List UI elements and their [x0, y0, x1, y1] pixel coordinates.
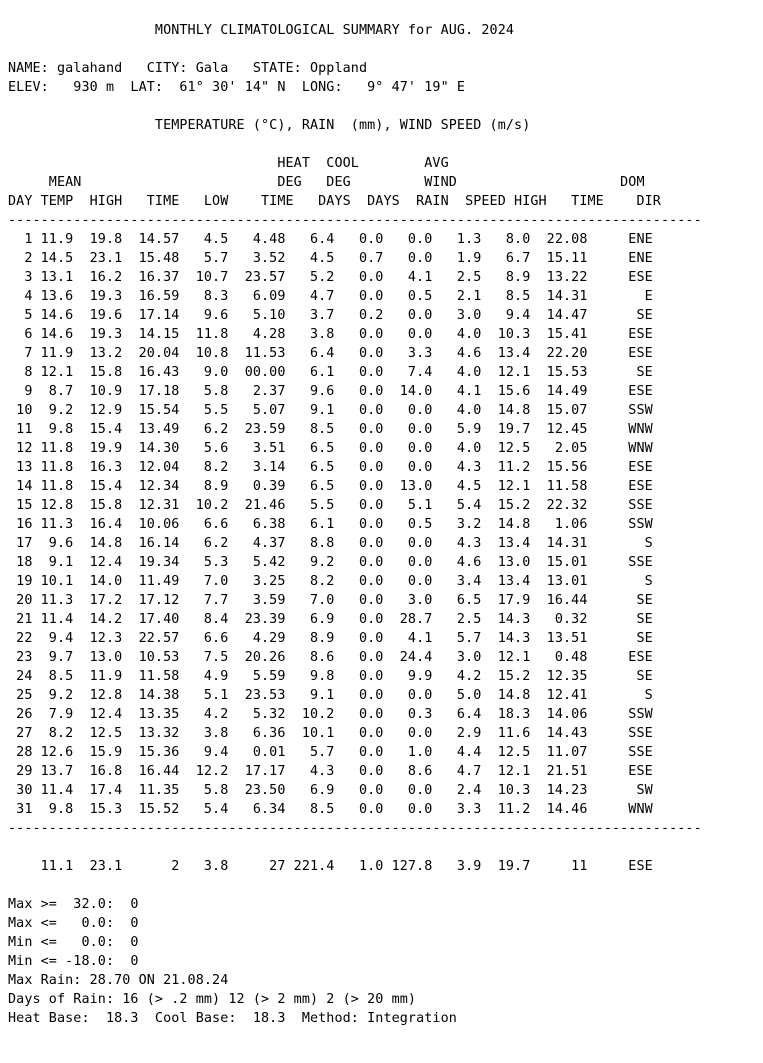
station-elev-line: ELEV: 930 m LAT: 61° 30' 14" N LONG: 9° 47' 19" E: [8, 80, 466, 95]
table-row: 5 14.6 19.6 17.14 9.6 5.10 3.7 0.2 0.0 3.0 9.4 14.47 SE: [8, 308, 653, 323]
summary-line: Days of Rain: 16 (> .2 mm) 12 (> 2 mm) 2 (> 20 mm): [8, 992, 417, 1007]
totals-row: 11.1 23.1 2 3.8 27 221.4 1.0 127.8 3.9 19.7 11 ESE: [8, 859, 653, 874]
separator-top: -------------------------------------------------------------------------------------: [8, 213, 702, 228]
table-row: 10 9.2 12.9 15.54 5.5 5.07 9.1 0.0 0.0 4.0 14.8 15.07 SSW: [8, 403, 653, 418]
table-row: 11 9.8 15.4 13.49 6.2 23.59 8.5 0.0 0.0 5.9 19.7 12.45 WNW: [8, 422, 653, 437]
station-name-line: NAME: galahand CITY: Gala STATE: Oppland: [8, 61, 368, 76]
table-row: 21 11.4 14.2 17.40 8.4 23.39 6.9 0.0 28.7 2.5 14.3 0.32 SE: [8, 612, 653, 627]
table-row: 2 14.5 23.1 15.48 5.7 3.52 4.5 0.7 0.0 1.9 6.7 15.11 ENE: [8, 251, 653, 266]
table-row: 15 12.8 15.8 12.31 10.2 21.46 5.5 0.0 5.1 5.4 15.2 22.32 SSE: [8, 498, 653, 513]
header-line-3: DAY TEMP HIGH TIME LOW TIME DAYS DAYS RAIN SPEED HIGH TIME DIR: [8, 194, 661, 209]
table-row: 4 13.6 19.3 16.59 8.3 6.09 4.7 0.0 0.5 2.1 8.5 14.31 E: [8, 289, 653, 304]
table-row: 8 12.1 15.8 16.43 9.0 00.00 6.1 0.0 7.4 4.0 12.1 15.53 SE: [8, 365, 653, 380]
summary-line: Max <= 0.0: 0: [8, 916, 139, 931]
header-line-2: MEAN DEG DEG WIND DOM: [8, 175, 645, 190]
blank-line: [8, 97, 702, 116]
table-row: 29 13.7 16.8 16.44 12.2 17.17 4.3 0.0 8.6 4.7 12.1 21.51 ESE: [8, 764, 653, 779]
table-row: 31 9.8 15.3 15.52 5.4 6.34 8.5 0.0 0.0 3.3 11.2 14.46 WNW: [8, 802, 653, 817]
climatological-report: [8, 21, 702, 1028]
summary-line: Min <= -18.0: 0: [8, 954, 139, 969]
summary-line: Min <= 0.0: 0: [8, 935, 139, 950]
table-row: 30 11.4 17.4 11.35 5.8 23.50 6.9 0.0 0.0 2.4 10.3 14.23 SW: [8, 783, 653, 798]
table-row: 14 11.8 15.4 12.34 8.9 0.39 6.5 0.0 13.0 4.5 12.1 11.58 ESE: [8, 479, 653, 494]
separator-bottom: -------------------------------------------------------------------------------------: [8, 821, 702, 836]
header-line-1: HEAT COOL AVG: [8, 156, 449, 171]
summary-line: Max >= 32.0: 0: [8, 897, 139, 912]
table-row: 16 11.3 16.4 10.06 6.6 6.38 6.1 0.0 0.5 3.2 14.8 1.06 SSW: [8, 517, 653, 532]
blank-line: [8, 838, 702, 857]
table-row: 9 8.7 10.9 17.18 5.8 2.37 9.6 0.0 14.0 4.1 15.6 14.49 ESE: [8, 384, 653, 399]
summary-line: Heat Base: 18.3 Cool Base: 18.3 Method: Integration: [8, 1011, 457, 1026]
table-row: 18 9.1 12.4 19.34 5.3 5.42 9.2 0.0 0.0 4.6 13.0 15.01 SSE: [8, 555, 653, 570]
table-row: 20 11.3 17.2 17.12 7.7 3.59 7.0 0.0 3.0 6.5 17.9 16.44 SE: [8, 593, 653, 608]
table-row: 24 8.5 11.9 11.58 4.9 5.59 9.8 0.0 9.9 4.2 15.2 12.35 SE: [8, 669, 653, 684]
report-title: MONTHLY CLIMATOLOGICAL SUMMARY for AUG. 2024: [8, 23, 515, 38]
table-row: 17 9.6 14.8 16.14 6.2 4.37 8.8 0.0 0.0 4.3 13.4 14.31 S: [8, 536, 653, 551]
table-row: 13 11.8 16.3 12.04 8.2 3.14 6.5 0.0 0.0 4.3 11.2 15.56 ESE: [8, 460, 653, 475]
table-row: 23 9.7 13.0 10.53 7.5 20.26 8.6 0.0 24.4 3.0 12.1 0.48 ESE: [8, 650, 653, 665]
blank-line: [8, 135, 702, 154]
table-row: 26 7.9 12.4 13.35 4.2 5.32 10.2 0.0 0.3 6.4 18.3 14.06 SSW: [8, 707, 653, 722]
table-row: 7 11.9 13.2 20.04 10.8 11.53 6.4 0.0 3.3 4.6 13.4 22.20 ESE: [8, 346, 653, 361]
table-row: 19 10.1 14.0 11.49 7.0 3.25 8.2 0.0 0.0 3.4 13.4 13.01 S: [8, 574, 653, 589]
table-row: 27 8.2 12.5 13.32 3.8 6.36 10.1 0.0 0.0 2.9 11.6 14.43 SSE: [8, 726, 653, 741]
table-row: 12 11.8 19.9 14.30 5.6 3.51 6.5 0.0 0.0 4.0 12.5 2.05 WNW: [8, 441, 653, 456]
table-row: 22 9.4 12.3 22.57 6.6 4.29 8.9 0.0 4.1 5.7 14.3 13.51 SE: [8, 631, 653, 646]
blank-line: [8, 40, 702, 59]
blank-line: [8, 876, 702, 895]
table-row: 6 14.6 19.3 14.15 11.8 4.28 3.8 0.0 0.0 4.0 10.3 15.41 ESE: [8, 327, 653, 342]
table-row: 28 12.6 15.9 15.36 9.4 0.01 5.7 0.0 1.0 4.4 12.5 11.07 SSE: [8, 745, 653, 760]
units-line: TEMPERATURE (°C), RAIN (mm), WIND SPEED (m/s): [8, 118, 531, 133]
table-row: 25 9.2 12.8 14.38 5.1 23.53 9.1 0.0 0.0 5.0 14.8 12.41 S: [8, 688, 653, 703]
table-row: 1 11.9 19.8 14.57 4.5 4.48 6.4 0.0 0.0 1.3 8.0 22.08 ENE: [8, 232, 653, 247]
summary-line: Max Rain: 28.70 ON 21.08.24: [8, 973, 229, 988]
table-row: 3 13.1 16.2 16.37 10.7 23.57 5.2 0.0 4.1 2.5 8.9 13.22 ESE: [8, 270, 653, 285]
